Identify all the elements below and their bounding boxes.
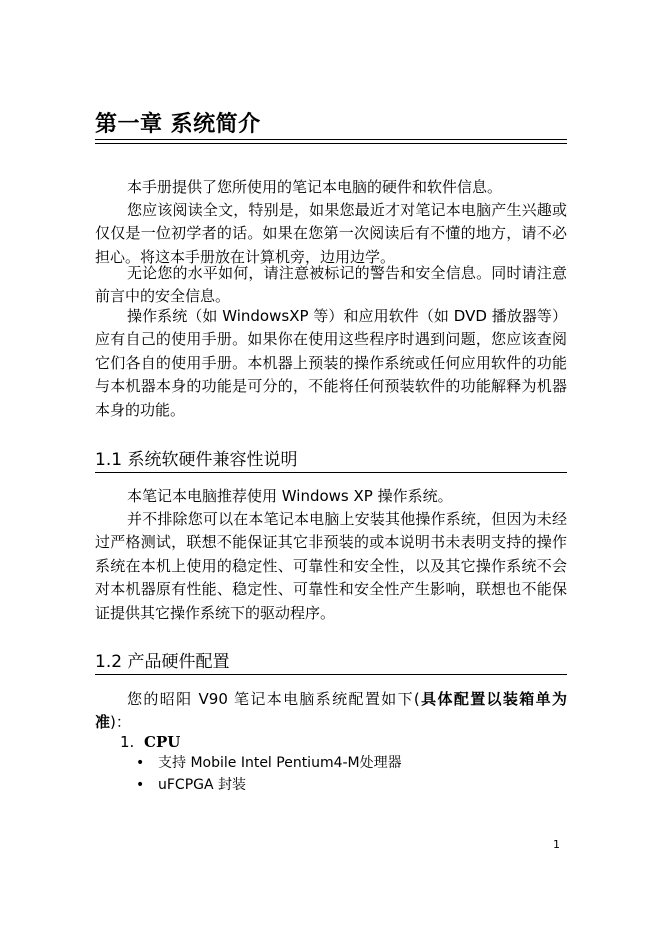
- bullet-item: [136, 774, 246, 796]
- chapter-paragraph-1: 本手册提供了您所使用的笔记本电脑的硬件和软件信息。: [127, 178, 503, 196]
- list-item-label: CPU: [144, 733, 181, 751]
- section-title-1-2: 1.2 产品硬件配置: [95, 652, 230, 672]
- chapter-rule: [95, 139, 567, 140]
- section2-intro-end: )：: [110, 713, 131, 732]
- section2-intro-bold: 具体配置以装箱单为准: [95, 690, 567, 732]
- section-title-1-1: 1.1 系统软硬件兼容性说明: [95, 450, 298, 470]
- section2-intro: [95, 688, 567, 735]
- bullet-text: 支持 Mobile Intel Pentium4-M处理器: [158, 755, 402, 771]
- section-rule: [95, 472, 567, 473]
- chapter-paragraph-2: 您应该阅读全文，特别是，如果您最近才对笔记本电脑产生兴趣或仅仅是一位初学者的话。如果在您第一次阅读后有不懂的地方，请不必担心。将这本手册放在计算机旁，边用边学。: [95, 201, 567, 266]
- chapter-rule-thin: [95, 143, 567, 144]
- chapter-paragraph-4: 操作系统（如 WindowsXP 等）和应用软件（如 DVD 播放器等）应有自己的使用手册。如果你在使用这些程序时遇到问题，您应该查阅它们各自的使用手册。本机器上预装的操作系统或任何应用软件的功能与本机器本身的功能是可分的，不能将任何预装软件的功能解释为机器本身的功能。: [95, 307, 567, 419]
- section1-paragraph-1: 本笔记本电脑推荐使用 Windows XP 操作系统。: [127, 487, 453, 505]
- list-item-number: 1.: [120, 733, 135, 751]
- chapter-title: 第一章 系统简介: [95, 112, 261, 137]
- list-item-cpu: [120, 731, 180, 753]
- bullet-item: [136, 752, 402, 774]
- section2-intro-text: 您的昭阳 V90 笔记本电脑系统配置如下(: [127, 690, 420, 708]
- section1-paragraph-2: 并不排除您可以在本笔记本电脑上安装其他操作系统，但因为未经过严格测试，联想不能保证其它非预装的或本说明书未表明支持的操作系统在本机上使用的稳定性、可靠性和安全性，以及其它操作系统不会对本机器原有性能、稳定性、可靠性和安全性产生影响，联想也不能保证提供其它操作系统下的驱动程序。: [95, 510, 567, 622]
- bullet-icon: •: [136, 777, 145, 793]
- section-rule: [95, 674, 567, 675]
- page-number: 1: [553, 838, 560, 851]
- chapter-paragraph-3: 无论您的水平如何，请注意被标记的警告和安全信息。同时请注意前言中的安全信息。: [95, 264, 567, 306]
- bullet-text: uFCPGA 封装: [158, 777, 247, 793]
- bullet-icon: •: [136, 755, 145, 771]
